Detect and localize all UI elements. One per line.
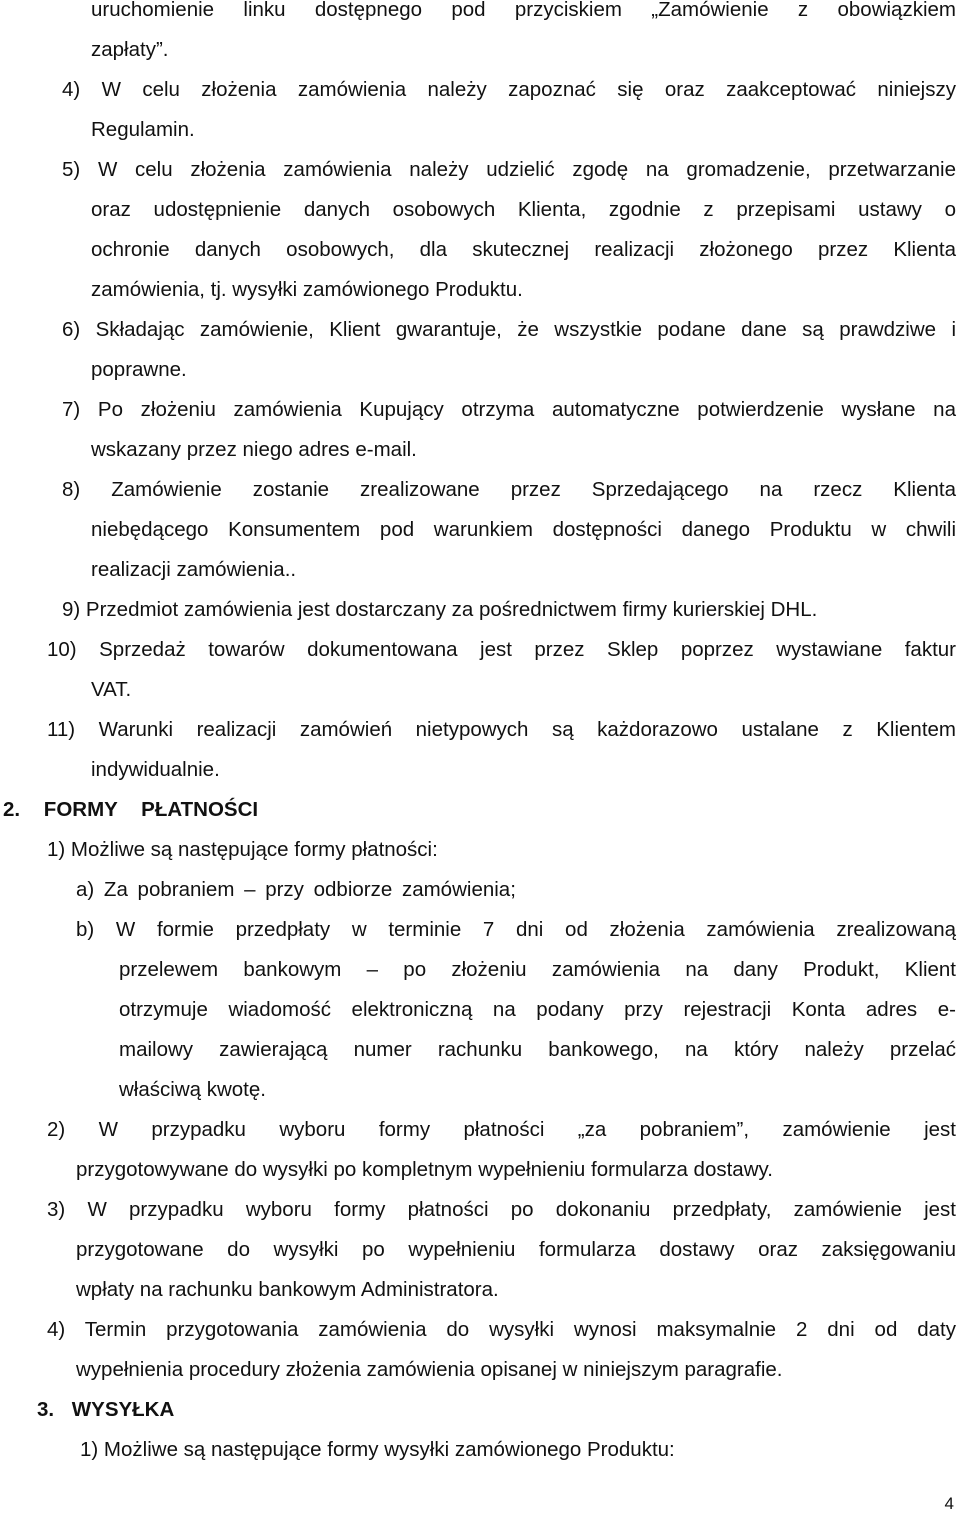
list-item-3: 3) W przypadku wyboru formy płatności po dokonaniu przedpłaty, zamówienie jest <box>47 1198 956 1221</box>
text-line: wpłaty na rachunku bankowym Administratora. <box>76 1278 499 1301</box>
text-line: przygotowane do wysyłki po wypełnieniu formularza dostawy oraz zaksięgowaniu <box>76 1238 956 1261</box>
text-line: oraz udostępnienie danych osobowych Klienta, zgodnie z przepisami ustawy o <box>91 198 956 221</box>
text-line: przelewem bankowym – po złożeniu zamówienia na dany Produkt, Klient <box>119 958 956 981</box>
text-line: wskazany przez niego adres e-mail. <box>91 438 417 461</box>
list-item-4: 4) W celu złożenia zamówienia należy zapoznać się oraz zaakceptować niniejszy <box>62 78 956 101</box>
text-line: przygotowywane do wysyłki po kompletnym wypełnieniu formularza dostawy. <box>76 1158 773 1181</box>
text-line: otrzymuje wiadomość elektroniczną na podany przy rejestracji Konta adres e- <box>119 998 956 1021</box>
list-item-8: 8) Zamówienie zostanie zrealizowane przez Sprzedającego na rzecz Klienta <box>62 478 956 501</box>
text-line: uruchomienie linku dostępnego pod przyciskiem „Zamówienie z obowiązkiem <box>91 0 956 21</box>
text-line: Regulamin. <box>91 118 195 141</box>
text-line: mailowy zawierającą numer rachunku bankowego, na który należy przelać <box>119 1038 956 1061</box>
list-item-11: 11) Warunki realizacji zamówień nietypowych są każdorazowo ustalane z Klientem <box>47 718 956 741</box>
text-line: zapłaty”. <box>91 38 169 61</box>
text-line: indywidualnie. <box>91 758 220 781</box>
text-line: ochronie danych osobowych, dla skutecznej realizacji złożonego przez Klienta <box>91 238 956 261</box>
list-item-1: 1) Możliwe są następujące formy płatności: <box>47 838 438 861</box>
text-line: wypełnienia procedury złożenia zamówienia opisanej w niniejszym paragrafie. <box>76 1358 783 1381</box>
text-line: niebędącego Konsumentem pod warunkiem dostępności danego Produktu w chwili <box>91 518 956 541</box>
list-item-1b: 1) Możliwe są następujące formy wysyłki zamówionego Produktu: <box>80 1438 675 1461</box>
list-item-6: 6) Składając zamówienie, Klient gwarantuje, że wszystkie podane dane są prawdziwe i <box>62 318 956 341</box>
list-item-7: 7) Po złożeniu zamówienia Kupujący otrzyma automatyczne potwierdzenie wysłane na <box>62 398 956 421</box>
list-item-2: 2) W przypadku wyboru formy płatności „za pobraniem”, zamówienie jest <box>47 1118 956 1141</box>
text-line: zamówienia, tj. wysyłki zamówionego Produktu. <box>91 278 523 301</box>
text-line: VAT. <box>91 678 132 701</box>
list-item-10: 10) Sprzedaż towarów dokumentowana jest przez Sklep poprzez wystawiane faktur <box>47 638 956 661</box>
section-heading-wysylka: 3. WYSYŁKA <box>37 1398 175 1421</box>
text-line: poprawne. <box>91 358 187 381</box>
sub-item-a: a) Za pobraniem – przy odbiorze zamówienia; <box>76 878 516 901</box>
text-line: właściwą kwotę. <box>119 1078 266 1101</box>
page-number: 4 <box>944 1494 954 1513</box>
list-item-5: 5) W celu złożenia zamówienia należy udzielić zgodę na gromadzenie, przetwarzanie <box>62 158 956 181</box>
list-item-4b: 4) Termin przygotowania zamówienia do wysyłki wynosi maksymalnie 2 dni od daty <box>47 1318 956 1341</box>
sub-item-b: b) W formie przedpłaty w terminie 7 dni od złożenia zamówienia zrealizowaną <box>76 918 956 941</box>
list-item-9: 9) Przedmiot zamówienia jest dostarczany za pośrednictwem firmy kurierskiej DHL. <box>62 598 818 621</box>
section-heading-platnosci: 2. FORMY PŁATNOŚCI <box>3 798 259 821</box>
text-line: realizacji zamówienia.. <box>91 558 297 581</box>
